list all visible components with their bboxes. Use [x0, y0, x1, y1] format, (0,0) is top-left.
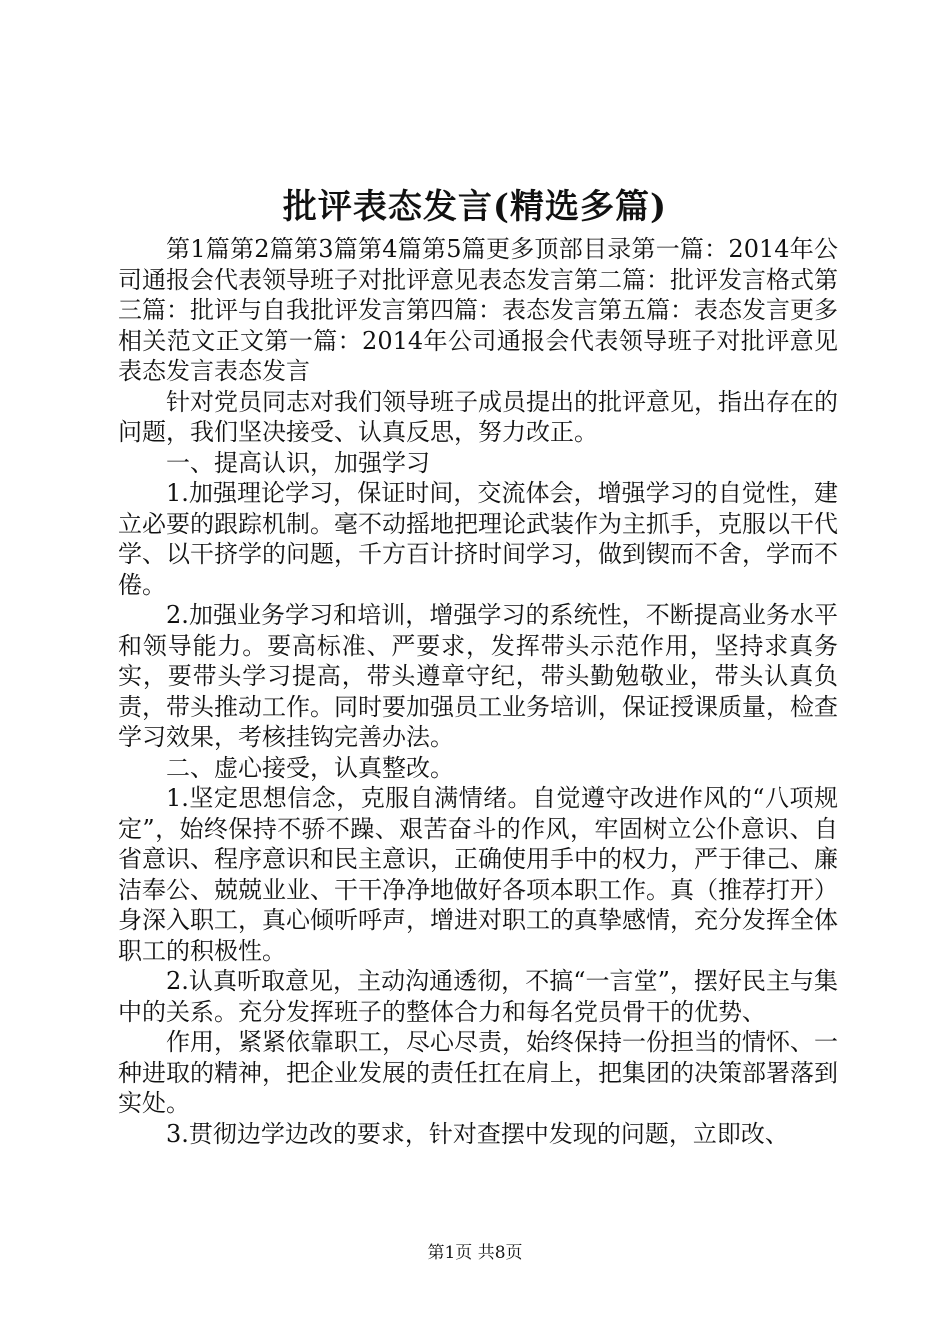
- section-heading-2: 二、虚心接受，认真整改。: [166, 753, 454, 782]
- page-footer: 第1页 共8页: [427, 1243, 523, 1263]
- paragraph-item-2-3: 3.贯彻边学边改的要求，针对查摆中发现的问题，立即改、: [166, 1119, 789, 1148]
- paragraph-item-2-2: 2.认真听取意见，主动沟通透彻，不搞“一言堂”，摆好民主与集中的关系。充分发挥班子的整体合力和每名党员骨干的优势、: [118, 967, 838, 1026]
- section-heading-1: 一、提高认识，加强学习: [166, 448, 430, 477]
- document-body: [118, 234, 838, 1149]
- paragraph-item-2-2-continued: 作用，紧紧依靠职工，尽心尽责，始终保持一份担当的情怀、一种进取的精神，把企业发展的责任扛在肩上，把集团的决策部署落到实处。: [118, 1028, 838, 1117]
- paragraph-table-of-contents: 第1篇第2篇第3篇第4篇第5篇更多顶部目录第一篇：2014年公司通报会代表领导班子对批评意见表态发言第二篇：批评发言格式第三篇：批评与自我批评发言第四篇：表态发言第五篇：表态发言更多相关范文正文第一篇：2014年公司通报会代表领导班子对批评意见表态发言表态发言: [118, 235, 838, 385]
- paragraph-item-1-1: 1.加强理论学习，保证时间，交流体会，增强学习的自觉性，建立必要的跟踪机制。毫不动摇地把理论武装作为主抓手，克服以干代学、以干挤学的问题，千方百计挤时间学习，做到锲而不舍，学而不倦。: [118, 479, 838, 599]
- document-title: 批评表态发言(精选多篇): [282, 187, 668, 227]
- paragraph-item-2-1: 1.坚定思想信念，克服自满情绪。自觉遵守改进作风的“八项规定”，始终保持不骄不躁、艰苦奋斗的作风，牢固树立公仆意识、自省意识、程序意识和民主意识，正确使用手中的权力，严于律己、廉洁奉公、兢兢业业、干干净净地做好各项本职工作。真（推荐打开）身深入职工，真心倾听呼声，增进对职工的真挚感情，充分发挥全体职工的积极性。: [118, 784, 838, 965]
- paragraph-intro: 针对党员同志对我们领导班子成员提出的批评意见，指出存在的问题，我们坚决接受、认真反思，努力改正。: [118, 387, 838, 446]
- paragraph-item-1-2: 2.加强业务学习和培训，增强学习的系统性，不断提高业务水平和领导能力。要高标准、严要求，发挥带头示范作用，坚持求真务实，要带头学习提高，带头遵章守纪，带头勤勉敬业，带头认真负责，带头推动工作。同时要加强员工业务培训，保证授课质量，检查学习效果，考核挂钩完善办法。: [118, 601, 838, 751]
